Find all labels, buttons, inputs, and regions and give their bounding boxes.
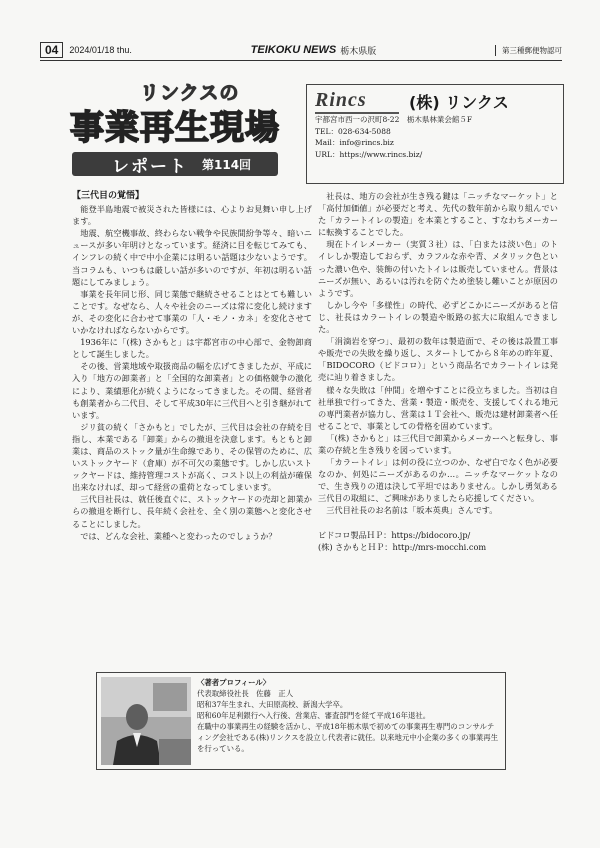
- company-address: 宇都宮市西一の沢町8-22 栃木県林業会館５F: [315, 115, 473, 124]
- newspaper-brand: TEIKOKU NEWS: [250, 44, 337, 56]
- author-profile-box: [96, 672, 506, 770]
- profile-line: 昭和60年足利銀行へ入行後、営業店、審査部門を経て平成16年退社。: [197, 711, 431, 720]
- company-name: (株) リンクス: [409, 93, 509, 112]
- company-logo: Rincs: [315, 89, 399, 114]
- paragraph: 地震、航空機事故、終わらない戦争や民族間紛争等々、暗いニュースが多い年明けとなっています。経済に目を転じてみても、インフレの続く中で中小企業には明るい話題は少ないようです。当コラムも、いつもは厳しい話が多いのですが、年初は明るい話題にしてみましょう。: [72, 228, 312, 287]
- paragraph: 1936年に「(株) さかもと」は宇都宮市の中心部で、金物卸商として誕生しました。: [72, 337, 312, 360]
- paragraph: その後、営業地域や取扱商品の幅を広げてきましたが、平成に入り「地方の卸業者」と「全国的な卸業者」との価格競争の激化により、業績悪化が続くようになってきました。その間、経営者も創業者から二代目、そして平成30年に三代目へと引き継がれています。: [72, 361, 312, 420]
- issue-date: 2024/01/18 thu.: [69, 45, 132, 55]
- company-url: URL：https://www.rincs.biz/: [315, 149, 423, 159]
- paragraph: 様々な失敗は「仲間」を増やすことに役立ちました。当初は自社単独で行ってきた、営業・製造・販売を、支援してくれる地元の専門業者が協力し、営業は１Ｔ会社へ、販売は建材卸業者へ任せることで、事業としての骨格を固めています。: [318, 384, 558, 431]
- paragraph: 社長は、地方の会社が生き残る鍵は「ニッチなマーケット」と「高付加価値」が必要だと考え、先代の数年前から取り組んでいた「カラートイレの製造」を本業とすること、すなわちメーカーに転換することでした。: [318, 191, 558, 238]
- title-report: レポート: [112, 156, 188, 177]
- paragraph: 事業を長年同じ形、同じ業態で継続させることはとても難しいことです。なぜなら、人々や社会のニーズは常に変化し続けますが、その変化に合わせて事業の「人・モノ・カネ」を変化させていかなければならないからです。: [72, 288, 312, 336]
- paragraph: 「カラートイレ」は何の役に立つのか、なぜ白でなく色が必要なのか、何処にニーズがあるのか…。ニッチなマーケットなので、生き残りの道は決して平坦ではありません。しかし勇気ある三代目の取組に、ご興味がありましたら応援してください。: [318, 457, 558, 504]
- profile-line: 代表取締役社長 佐藤 正人: [197, 689, 294, 698]
- paragraph: 現在トイレメーカー（実質３社）は、「白または淡い色」のトイレしか製造しておらず、カラフルな赤や青、メタリック色といった濃い色や、装飾の付いたトイレは販売していません。背景はニーズが無い、あるいは汚れを防ぐため塗装し難いことが原因のようです。: [318, 239, 558, 298]
- company-mail: Mail：info@rincs.biz: [315, 138, 394, 147]
- section-heading: 【三代目の覚悟】: [72, 191, 145, 201]
- profile-text: [197, 677, 501, 754]
- profile-line: 在職中の事業再生の経験を活かし、平成18年栃木県で初めての事業再生専門のコンサルティング会社である(株)リンクスを設立し代表者に就任。以来地元中小企業の多くの事業再生を行っている。: [197, 722, 499, 753]
- title-bar: [72, 152, 278, 176]
- company-info-box: [306, 84, 564, 184]
- paragraph: ジリ貧の続く「さかもと」でしたが、三代目は会社の存続を目指し、本業である「卸業」からの撤退を決意します。もともと卸業は、商品のストック量が生命線であり、その保管のために、広いストックヤード（倉庫）が不可欠の業態です。しかし広いストックヤードは、維持管理コストが高く、コスト以上の利益が確保出来なければ、却って経営の重荷となってしまいます。: [72, 421, 312, 493]
- mail-class-label: 第三種郵便物認可: [495, 45, 562, 56]
- paragraph: 「(株) さかもと」は三代目で卸業からメーカーへと転身し、事業の存続と生き残りを図っています。: [318, 432, 558, 455]
- paragraph: 能登半島地震で被災された皆様には、心よりお見舞い申し上げます。: [72, 204, 312, 227]
- paragraph: では、どんな会社、業種へと変わったのでしょうか？: [80, 530, 277, 541]
- paragraph: 三代目社長のお名前は「坂本英典」さんです。: [326, 505, 498, 516]
- paragraph: 三代目社長は、就任後直ぐに、ストックヤードの売却と卸業からの撤退を断行し、長年続く会社を、全く別の業態へと変化させることにしました。: [72, 494, 312, 529]
- page-header: [40, 40, 562, 61]
- paragraph: 「涓滴岩を穿つ」、最初の数年は製造面で、その後は設置工事や販売での失敗を繰り返し、スタートしてから８年めの昨年夏、「BIDOCORO（ビドコロ）」という商品名でカラートイレは発売に辿り着きました。: [318, 336, 558, 383]
- page-number: 04: [40, 42, 63, 58]
- paragraph: しかし今や「多様性」の時代、必ずどこかにニーズがあると信じ、社長はカラートイレの製造や販路の拡大に取組んできました。: [318, 299, 558, 335]
- article-right-column: [318, 190, 558, 553]
- edition-label: 栃木県版: [340, 46, 377, 57]
- article-left-column: [72, 190, 312, 542]
- link-line: ビドコロ製品ＨＰ：https://bidocoro.jp/: [318, 529, 471, 540]
- title-line-1: リンクスの: [140, 82, 240, 104]
- author-photo: [101, 677, 191, 765]
- title-main: 事業再生現場: [70, 108, 280, 148]
- company-tel: TEL：028-634-5088: [315, 126, 391, 136]
- column-title-block: [70, 78, 290, 188]
- issue-number: 第114回: [202, 157, 252, 172]
- spacer: [318, 517, 558, 529]
- profile-heading: 〈著者プロフィール〉: [197, 678, 271, 687]
- company-logo-row: [315, 89, 555, 114]
- profile-line: 昭和37年生まれ、大田原高校、新潟大学卒。: [197, 700, 348, 709]
- link-line: (株) さかもとＨＰ：http://mrs-mocchi.com: [318, 541, 487, 552]
